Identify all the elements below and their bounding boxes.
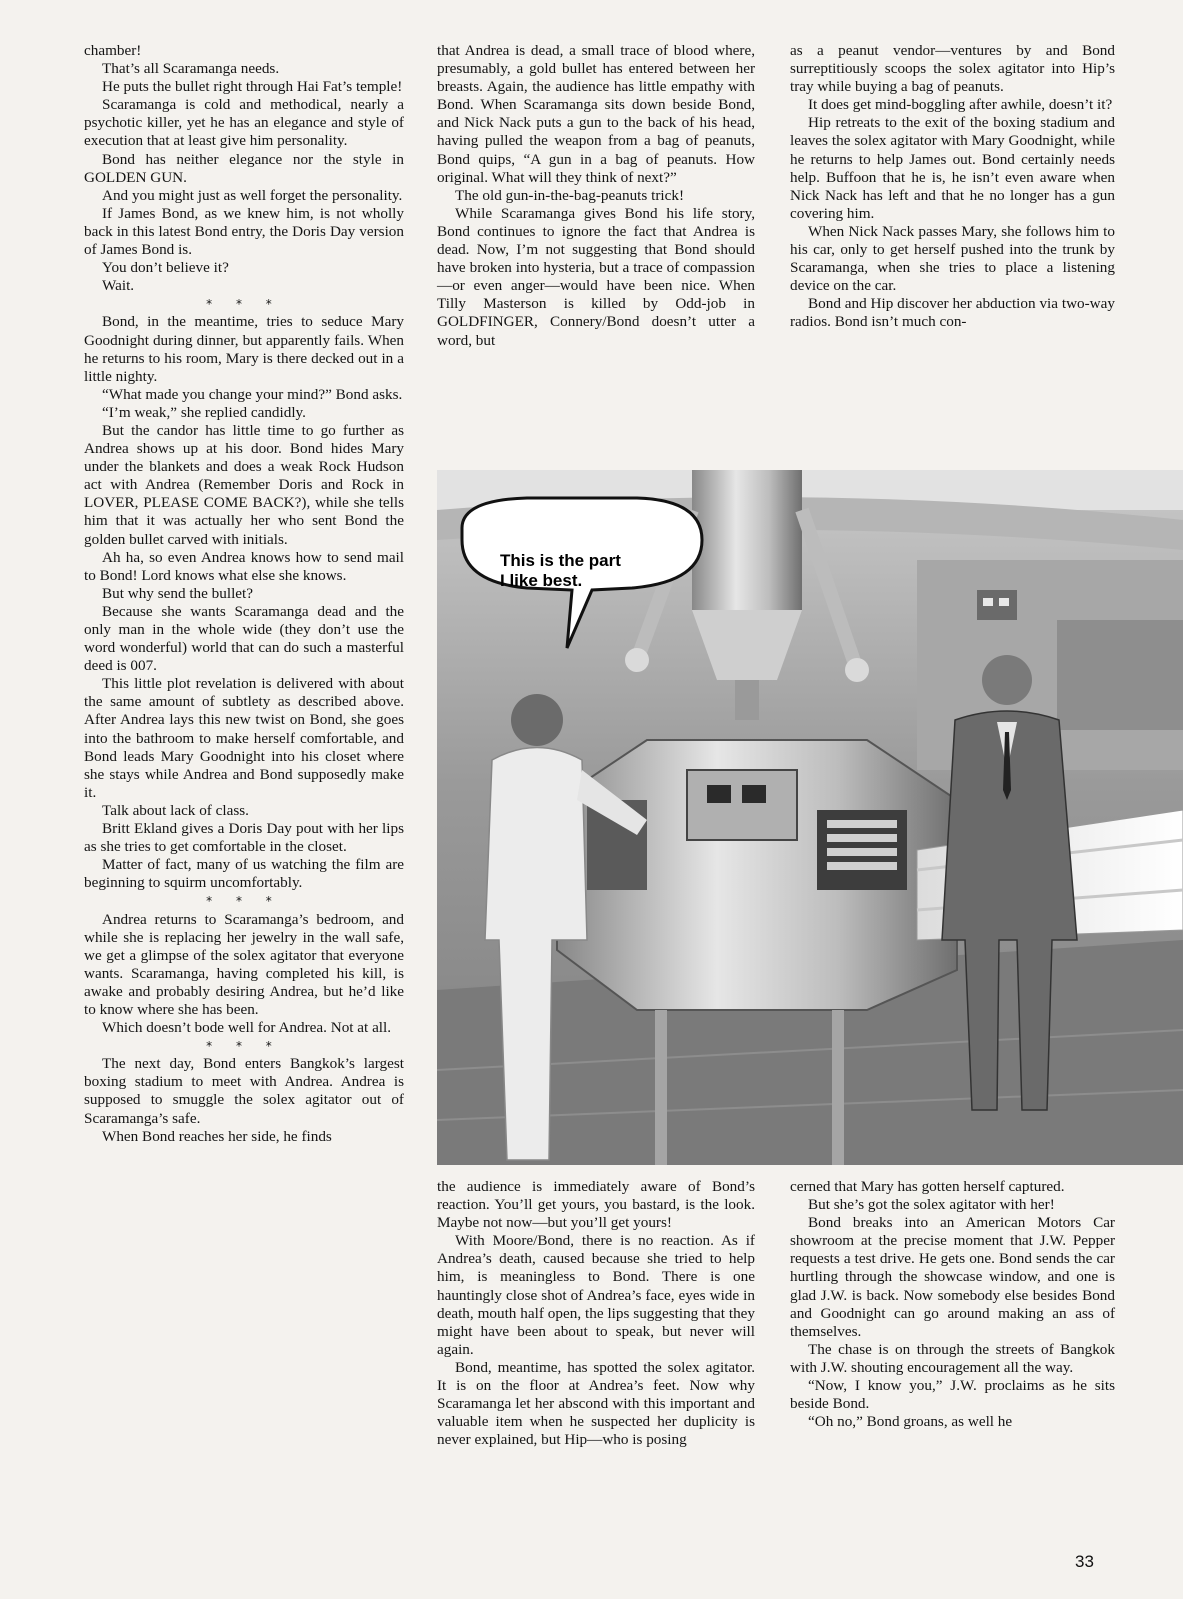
page-number: 33 [1075, 1552, 1094, 1571]
paragraph: Britt Ekland gives a Doris Day pout with her lips as she tries to get comfortable in the closet. [84, 820, 404, 856]
section-divider: * * * [206, 297, 282, 312]
paragraph: chamber! [84, 42, 142, 59]
column-middle-top [437, 42, 755, 350]
paragraph: cerned that Mary has gotten herself captured. [790, 1178, 1065, 1195]
paragraph: But she’s got the solex agitator with her! [808, 1196, 1055, 1214]
paragraph: “I’m weak,” she replied candidly. [102, 403, 306, 421]
paragraph: Hip retreats to the exit of the boxing stadium and leaves the solex agitator with Mary Goodnight, while he returns to help James out. Bond certainly needs help. Buffoon that he is, he isn’t even aware when Nick Nack has left and that he no longer has a gun covering him. [790, 114, 1115, 222]
speech-bubble-text [500, 551, 670, 591]
paragraph: that Andrea is dead, a small trace of blood where, presumably, a gold bullet has entered between her breasts. Again, the audience has little empathy with Bond. When Scaramanga sits down beside Bond, and Nick Nack puts a gun to the back of his head, having pulled the weapon from a bag of peanuts, Bond quips, “A gun in a bag of peanuts. How original. What will they think of next?” [437, 42, 755, 186]
paragraph: The old gun-in-the-bag-peanuts trick! [455, 186, 684, 204]
paragraph: You don’t believe it? [102, 259, 229, 277]
paragraph: Bond, in the meantime, tries to seduce Mary Goodnight during dinner, but apparently fails. When he returns to his room, Mary is there decked out in a little nighty. [84, 313, 404, 385]
speech-bubble-line: This is the part [500, 551, 621, 570]
paragraph: Because she wants Scaramanga dead and the only man in the whole wide (they don’t use the word wonderful) world that can do such a masterful deed is 007. [84, 602, 404, 675]
paragraph: Bond and Hip discover her abduction via two-way radios. Bond isn’t much con- [790, 295, 1115, 331]
paragraph: The next day, Bond enters Bangkok’s largest boxing stadium to meet with Andrea. Andrea is supposed to smuggle the solex agitator out of Scaramanga’s safe. [84, 1055, 404, 1127]
paragraph: It does get mind-boggling after awhile, doesn’t it? [808, 96, 1113, 114]
paragraph: Matter of fact, many of us watching the film are beginning to squirm uncomfortably. [84, 856, 404, 892]
section-divider: * * * [206, 1039, 282, 1054]
paragraph: Wait. [102, 277, 135, 295]
paragraph: as a peanut vendor—ventures by and Bond surreptitiously scoops the solex agitator into Hip’s tray while buying a bag of peanuts. [790, 42, 1115, 96]
paragraph: Bond breaks into an American Motors Car showroom at the precise moment that J.W. Pepper requests a test drive. He gets one. Bond sends the car hurtling through the showcase window, and one is glad J.W. is back. Now somebody else besides Bond and Goodnight can go around making an ass of themselves. [790, 1214, 1115, 1340]
paragraph: Andrea returns to Scaramanga’s bedroom, and while she is replacing her jewelry in the wall safe, we get a glimpse of the solex agitator that everyone wants. Scaramanga, having completed his kill, is awake and probably desiring Andrea, but he’d like to know where she has been. [84, 910, 404, 1018]
paragraph: “Now, I know you,” J.W. proclaims as he sits beside Bond. [790, 1377, 1115, 1413]
paragraph: the audience is immediately aware of Bond’s reaction. You’ll get yours, you bastard, is the look. Maybe not now—but you’ll get yours! [437, 1178, 755, 1232]
paragraph: But the candor has little time to go further as Andrea shows up at his door. Bond hides Mary under the blankets and does a weak Rock Hudson act with Andrea (Remember Doris and Rock in LOVER, PLEASE COME BACK?), while she tells him that it was actually her who sent Bond the golden bullet carved with initials. [84, 421, 404, 548]
paragraph: The chase is on through the streets of Bangkok with J.W. shouting encouragement all the way. [790, 1340, 1115, 1376]
paragraph: That’s all Scaramanga needs. [102, 60, 280, 78]
paragraph: Scaramanga is cold and methodical, nearly a psychotic killer, yet he has an elegance and style of execution that at least give him personality. [84, 96, 404, 150]
paragraph: When Nick Nack passes Mary, she follows him to his car, only to get herself pushed into the trunk by Scaramanga, when she tries to place a listening device on the car. [790, 222, 1115, 295]
column-right-bottom [790, 1178, 1115, 1431]
paragraph: Which doesn’t bode well for Andrea. Not at all. [102, 1019, 392, 1037]
paragraph: Ah ha, so even Andrea knows how to send mail to Bond! Lord knows what else she knows. [84, 548, 404, 584]
paragraph: He puts the bullet right through Hai Fat’s temple! [102, 78, 403, 96]
paragraph: This little plot revelation is delivered with about the same amount of subtlety as described above. After Andrea lays this new twist on Bond, she goes into the bathroom to make herself comfortable, and Bond leads Mary Goodnight into his closet where she stays while Andrea and Bond supposedly make it. [84, 675, 404, 801]
section-divider: * * * [206, 894, 282, 909]
paragraph: While Scaramanga gives Bond his life story, Bond continues to ignore the fact that Andrea is dead. Now, I’m not suggesting that Bond should have broken into hysteria, but a trace of compassion—or even anger—would have been nice. When Tilly Masterson is killed by Odd-job in GOLDFINGER, Connery/Bond doesn’t utter a word, but [437, 204, 755, 349]
paragraph: With Moore/Bond, there is no reaction. As if Andrea’s death, caused because she tried to help him, is meaningless to Bond. There is one hauntingly close shot of Andrea’s face, eyes wide in death, mouth half open, the lips suggesting that they might have been about to speak, but never will again. [437, 1232, 755, 1358]
paragraph: If James Bond, as we knew him, is not wholly back in this latest Bond entry, the Doris Day version of James Bond is. [84, 204, 404, 259]
paragraph: “What made you change your mind?” Bond asks. [102, 385, 403, 403]
paragraph: “Oh no,” Bond groans, as well he [808, 1413, 1013, 1431]
column-middle-bottom [437, 1178, 755, 1449]
paragraph: Talk about lack of class. [102, 801, 249, 819]
paragraph: Bond has neither elegance nor the style in GOLDEN GUN. [84, 150, 404, 186]
paragraph: And you might just as well forget the personality. [102, 186, 403, 204]
paragraph: When Bond reaches her side, he finds [102, 1127, 332, 1145]
column-left [84, 42, 404, 1146]
column-right-top [790, 42, 1115, 332]
paragraph: Bond, meantime, has spotted the solex agitator. It is on the floor at Andrea’s feet. Now why Scaramanga let her abscond with this important and valuable item when he suspected her duplicity is never explained, but Hip—who is posing [437, 1358, 755, 1449]
speech-bubble-line: I like best. [500, 571, 583, 590]
paragraph: But why send the bullet? [102, 584, 254, 602]
